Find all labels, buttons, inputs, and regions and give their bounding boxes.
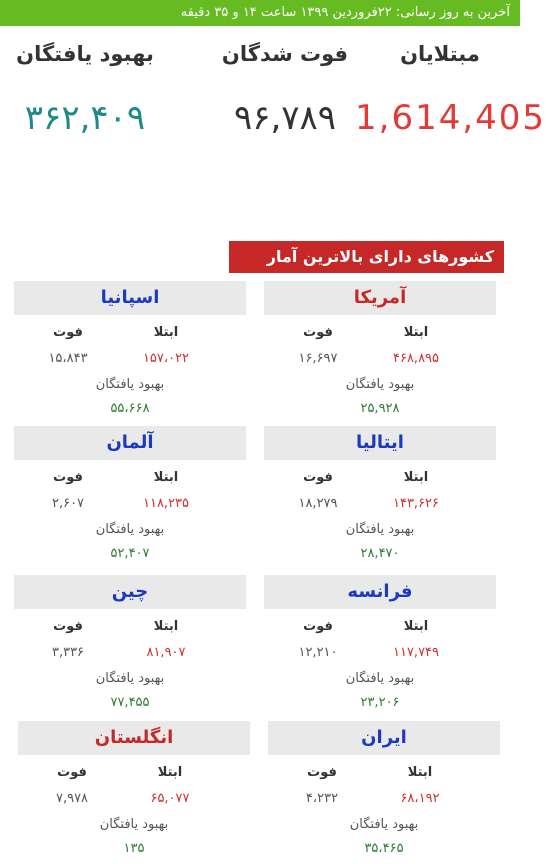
card-header-row [14,325,246,343]
card-header-row [14,619,246,637]
recovered-label: بهبود یافتگان [95,671,165,686]
infected-label: ابتلا [403,470,429,485]
country-name: انگلستان [18,721,250,755]
infected-label: ابتلا [403,325,429,340]
deaths-value: ۷,۹۷۸ [55,791,89,806]
deaths-value: ۴،۲۳۲ [305,791,339,806]
infected-value: ۶۸،۱۹۲ [400,791,440,806]
country-card [264,281,496,421]
country-card [268,721,500,861]
infected-value: ۱۱۷,۷۴۹ [392,645,440,660]
card-header-row [268,765,500,783]
infected-value: ۱۱۸,۲۳۵ [142,496,190,511]
recovered-label: بهبود یافتگان [345,522,415,537]
card-values-row [14,351,246,369]
deaths-value: ۱۶,۶۹۷ [298,351,338,366]
update-banner [0,0,520,26]
country-card [18,721,250,861]
infected-label: ابتلا [407,765,433,780]
country-card [14,426,246,566]
recovered-value: ۳۵،۴۶۵ [364,841,404,856]
deaths-label: فوت [53,619,83,634]
infected-label: ابتلا [153,325,179,340]
recovered-label: بهبود یافتگان [349,817,419,832]
recovered-label: بهبود یافتگان [95,522,165,537]
country-card [14,281,246,421]
card-values-row [268,791,500,809]
infected-value: ۱۵۷،۰۲۲ [142,351,190,366]
infected-value: ۱۴۳,۶۲۶ [392,496,440,511]
deaths-label: فوت [57,765,87,780]
country-name: اسپانیا [14,281,246,315]
stat-deaths [200,42,370,138]
stat-infected-value: 1,614,405 [355,98,546,138]
card-values-row [14,496,246,514]
country-name: آمریکا [264,281,496,315]
deaths-label: فوت [53,470,83,485]
card-values-row [14,645,246,663]
stat-recovered-value: ۳۶۲,۴۰۹ [24,98,146,138]
recovered-value: ۲۳,۲۰۶ [360,695,400,710]
infected-label: ابتلا [403,619,429,634]
country-name: فرانسه [264,575,496,609]
infected-label: ابتلا [153,619,179,634]
recovered-label: بهبود یافتگان [345,671,415,686]
deaths-label: فوت [53,325,83,340]
card-values-row [264,496,496,514]
recovered-value: ۷۷,۴۵۵ [110,695,150,710]
recovered-value: ۲۵,۹۲۸ [360,401,400,416]
deaths-value: ۱۸,۲۷۹ [298,496,338,511]
infected-label: ابتلا [157,765,183,780]
country-card [264,575,496,715]
deaths-label: فوت [303,619,333,634]
stat-recovered [0,42,170,138]
deaths-value: ۲,۶۰۷ [51,496,85,511]
country-card [14,575,246,715]
card-values-row [264,351,496,369]
card-header-row [264,470,496,488]
country-name: چین [14,575,246,609]
update-text: آخرین به روز رسانی: ۲۲فروردین ۱۳۹۹ ساعت ۱۴ و ۳۵ دقیقه [180,5,510,20]
stat-infected [355,42,546,138]
card-header-row [18,765,250,783]
recovered-label: بهبود یافتگان [99,817,169,832]
deaths-value: ۱۵،۸۴۳ [48,351,88,366]
country-card [264,426,496,566]
country-name: ایتالیا [264,426,496,460]
card-values-row [18,791,250,809]
stat-deaths-label: فوت شدگان [221,42,349,66]
stat-infected-label: مبتلایان [400,42,480,66]
recovered-value: ۱۳۵ [123,841,145,856]
recovered-label: بهبود یافتگان [345,377,415,392]
recovered-value: ۵۲,۴۰۷ [110,546,150,561]
infected-value: ۸۱,۹۰۷ [146,645,186,660]
infected-value: ۴۶۸,۸۹۵ [392,351,440,366]
deaths-label: فوت [303,325,333,340]
stat-recovered-label: بهبود یافتگان [16,42,154,66]
deaths-value: ۳,۳۳۶ [51,645,85,660]
deaths-label: فوت [307,765,337,780]
recovered-label: بهبود یافتگان [95,377,165,392]
card-header-row [264,619,496,637]
card-header-row [264,325,496,343]
country-name: آلمان [14,426,246,460]
recovered-value: ۵۵،۶۶۸ [110,401,150,416]
section-title: کشورهای دارای بالاترین آمار [229,241,504,273]
card-values-row [264,645,496,663]
infected-value: ۶۵,۰۷۷ [150,791,190,806]
infected-label: ابتلا [153,470,179,485]
stat-deaths-value: ۹۶,۷۸۹ [233,98,337,138]
deaths-value: ۱۲,۲۱۰ [298,645,338,660]
recovered-value: ۲۸,۴۷۰ [360,546,400,561]
deaths-label: فوت [303,470,333,485]
country-name: ایران [268,721,500,755]
card-header-row [14,470,246,488]
